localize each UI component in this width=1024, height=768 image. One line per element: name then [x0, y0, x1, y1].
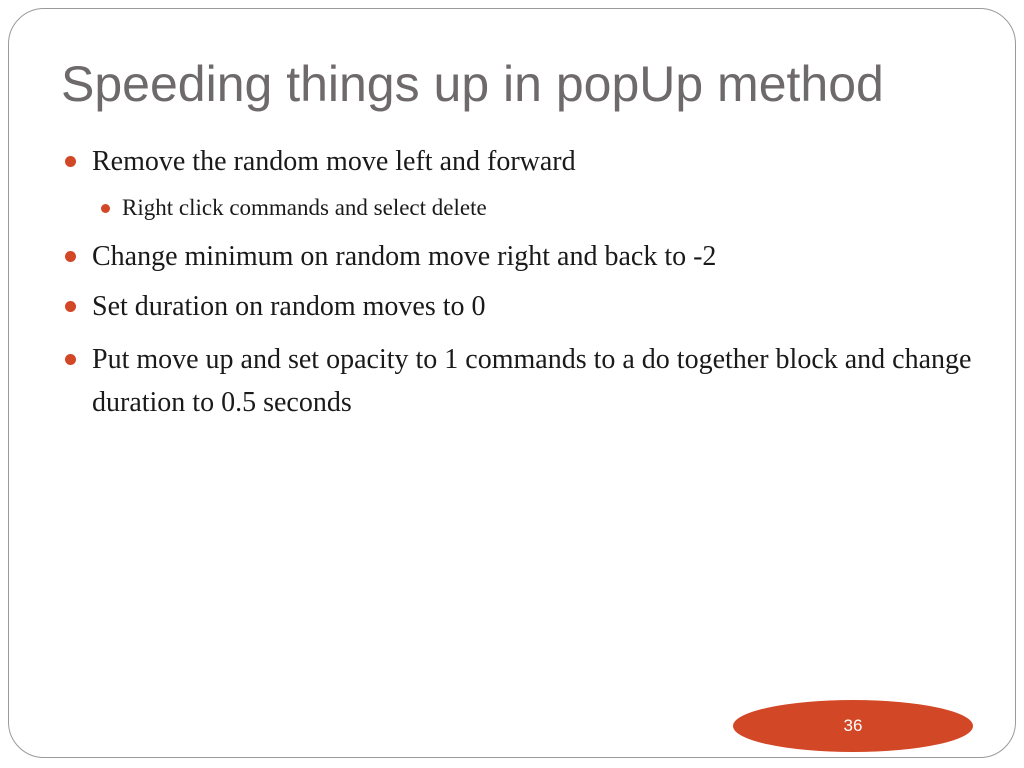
bullet-text: Right click commands and select delete	[122, 195, 487, 220]
bullet-dot-icon	[65, 251, 76, 262]
bullet-item-set-duration	[92, 285, 486, 328]
sub-bullet-item-right-click	[122, 193, 487, 223]
page-number-badge	[733, 700, 973, 752]
bullet-item-do-together	[92, 338, 982, 424]
bullet-dot-icon	[65, 156, 76, 167]
bullet-dot-icon	[101, 204, 110, 213]
bullet-dot-icon	[65, 301, 76, 312]
slide-title: Speeding things up in popUp method	[61, 56, 884, 112]
bullet-text: Set duration on random moves to 0	[92, 291, 486, 322]
page-number: 36	[843, 716, 863, 735]
bullet-item-change-minimum	[92, 235, 716, 278]
bullet-text: Remove the random move left and forward	[92, 146, 576, 177]
bullet-item-remove-random-move	[92, 140, 576, 183]
bullet-text: Put move up and set opacity to 1 commands to a do together block and change duration to 0.5 seconds	[92, 344, 972, 418]
bullet-dot-icon	[65, 354, 76, 365]
bullet-text: Change minimum on random move right and back to -2	[92, 241, 717, 272]
